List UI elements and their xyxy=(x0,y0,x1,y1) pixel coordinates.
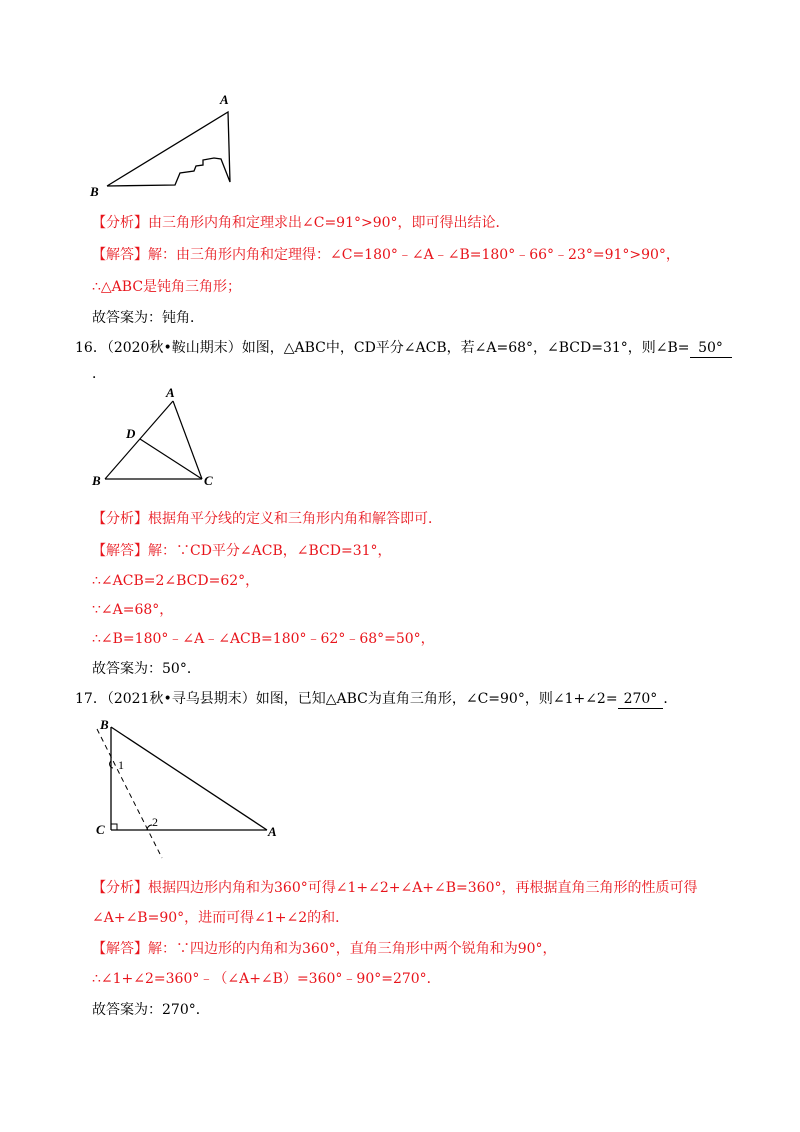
fig17-side-ab xyxy=(111,727,267,830)
q15-solution: 【解答】解：由三角形内角和定理得：∠C=180°﹣∠A﹣∠B=180°﹣66°﹣23°=91°>90°， xyxy=(92,247,680,263)
fig17-right-angle-mark xyxy=(111,824,117,830)
q16-step3: ∴∠B=180°﹣∠A﹣∠ACB=180°﹣62°﹣68°=50°， xyxy=(92,631,435,647)
q16-question: （2020秋•鞍山期末）如图，△ABC中，CD平分∠ACB，若∠A=68°，∠BCD=31°，则∠B= xyxy=(106,340,690,356)
q17-question-line xyxy=(75,690,677,709)
q16-trailing: ． xyxy=(92,366,106,382)
q17-question: （2021秋•寻乌县期末）如图，已知△ABC为直角三角形，∠C=90°，则∠1+∠2= xyxy=(106,691,618,707)
q17-answer-blank: 270° xyxy=(618,690,664,709)
fig16-label-c: C xyxy=(204,473,213,488)
fig16-side-ab xyxy=(105,401,173,479)
q17-solution: 【解答】解：∵四边形的内角和为360°，直角三角形中两个锐角和为90°， xyxy=(92,941,557,957)
fig17-label-a: A xyxy=(268,824,277,839)
fig15-label-a: A xyxy=(220,92,229,107)
figure-q17-right-triangle xyxy=(0,715,800,865)
q15-step1: ∴△ABC是钝角三角形； xyxy=(92,279,242,295)
q17-answer-line: 故答案为：270°． xyxy=(92,1002,210,1018)
q17-number: 17． xyxy=(75,691,107,707)
fig15-shape xyxy=(107,112,230,186)
q17-analysis-1: 【分析】根据四边形内角和为360°可得∠1+∠2+∠A+∠B=360°，再根据直角三角形的性质可得 xyxy=(92,880,698,896)
fig17-dashed-cut-line xyxy=(97,729,162,858)
q16-step2: ∵∠A=68°， xyxy=(92,602,174,618)
fig16-bisector-cd xyxy=(140,439,202,479)
fig16-label-a: A xyxy=(166,385,175,400)
q17-trailing: ． xyxy=(663,691,678,707)
q15-answer-line: 故答案为：钝角． xyxy=(92,310,204,326)
q16-step1: ∴∠ACB=2∠BCD=62°， xyxy=(92,573,260,589)
fig17-label-b: B xyxy=(100,717,109,732)
q16-question-line xyxy=(75,339,732,358)
fig17-label-1: 1 xyxy=(118,758,124,772)
q16-answer-blank: 50° xyxy=(690,339,732,358)
figure-q15-triangle xyxy=(0,0,800,200)
fig16-label-b: B xyxy=(92,473,101,488)
q17-analysis-2: ∠A+∠B=90°，进而可得∠1+∠2的和． xyxy=(92,910,350,926)
q16-analysis: 【分析】根据角平分线的定义和三角形内角和解答即可． xyxy=(92,511,442,527)
fig16-label-d: D xyxy=(126,426,136,441)
fig16-side-ac xyxy=(173,401,202,479)
fig17-label-c: C xyxy=(96,822,105,837)
q15-analysis: 【分析】由三角形内角和定理求出∠C=91°>90°，即可得出结论． xyxy=(92,215,510,231)
fig15-label-b: B xyxy=(90,184,99,199)
q16-answer-line: 故答案为：50°． xyxy=(92,661,201,677)
q16-number: 16． xyxy=(75,340,107,356)
q17-step1: ∴∠1+∠2=360°﹣（∠A+∠B）=360°﹣90°=270°． xyxy=(92,971,441,987)
fig17-label-2: 2 xyxy=(152,815,158,829)
figure-q16-triangle xyxy=(0,380,800,490)
q16-solution: 【解答】解：∵CD平分∠ACB，∠BCD=31°， xyxy=(92,543,392,559)
